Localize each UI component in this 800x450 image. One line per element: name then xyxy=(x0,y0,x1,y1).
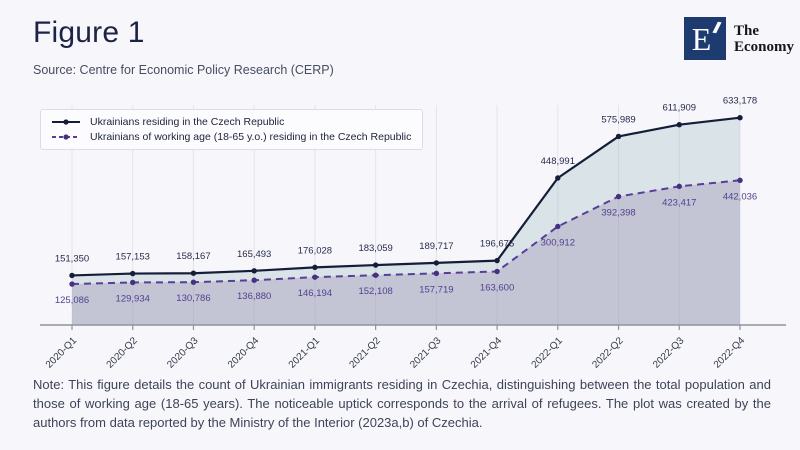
data-point xyxy=(69,273,74,278)
legend-label-working-age: Ukrainians of working age (18-65 y.o.) residing in the Czech Republic xyxy=(90,131,412,143)
data-point xyxy=(677,122,682,127)
x-tick-label: 2022-Q1 xyxy=(529,335,565,371)
data-label: 158,167 xyxy=(176,251,211,263)
data-point xyxy=(616,134,621,139)
data-label: 189,717 xyxy=(419,240,454,252)
page-title: Figure 1 xyxy=(33,16,145,49)
data-point xyxy=(251,277,256,282)
legend-item-working-age xyxy=(50,131,411,143)
data-label: 300,912 xyxy=(540,237,575,249)
logo-wordmark xyxy=(734,23,794,55)
data-point xyxy=(312,274,317,279)
x-tick-label: 2021-Q3 xyxy=(408,335,444,371)
x-tick-label: 2020-Q1 xyxy=(43,335,80,371)
legend-item-total xyxy=(50,116,411,128)
data-label: 163,600 xyxy=(479,282,515,294)
data-label: 151,350 xyxy=(54,253,90,265)
legend-label-total: Ukrainians residing in the Czech Republic xyxy=(90,116,285,128)
working-age-area-fill xyxy=(72,180,740,325)
legend-marker-solid xyxy=(50,117,82,127)
data-label: 423,417 xyxy=(662,197,697,209)
data-point xyxy=(737,178,742,183)
data-label: 152,108 xyxy=(358,286,393,298)
x-tick-label: 2020-Q3 xyxy=(165,335,201,371)
data-label: 136,880 xyxy=(237,291,272,303)
data-point xyxy=(312,265,317,270)
x-tick-label: 2022-Q3 xyxy=(651,335,687,371)
data-label: 392,398 xyxy=(601,207,636,219)
data-label: 183,059 xyxy=(358,243,393,255)
data-label: 157,719 xyxy=(419,284,454,296)
x-tick-label: 2020-Q2 xyxy=(104,335,140,371)
logo-word-line1: The xyxy=(734,23,760,39)
data-label: 165,493 xyxy=(237,248,272,260)
data-point xyxy=(677,184,682,189)
data-label: 129,934 xyxy=(115,293,150,305)
x-tick-label: 2021-Q1 xyxy=(286,335,323,371)
data-label: 130,786 xyxy=(176,293,211,305)
data-label: 196,675 xyxy=(479,238,515,250)
source-caption: Source: Centre for Economic Policy Research (CERP) xyxy=(33,63,334,77)
data-point xyxy=(555,224,560,229)
data-label: 157,153 xyxy=(115,251,150,263)
data-point xyxy=(434,260,439,265)
chart-legend xyxy=(40,109,423,150)
data-point xyxy=(191,271,196,276)
x-tick-label: 2022-Q4 xyxy=(711,335,748,371)
data-label: 448,991 xyxy=(540,156,575,168)
data-label: 176,028 xyxy=(297,245,333,257)
data-point xyxy=(373,273,378,278)
logo-square xyxy=(684,17,726,60)
data-point xyxy=(494,269,499,274)
data-label: 611,909 xyxy=(662,102,697,114)
x-tick-label: 2022-Q2 xyxy=(590,335,626,371)
x-tick-label: 2020-Q4 xyxy=(226,335,262,371)
data-point xyxy=(494,258,499,263)
data-label: 633,178 xyxy=(722,95,758,107)
data-point xyxy=(251,268,256,273)
the-economy-logo xyxy=(684,17,794,61)
data-label: 575,989 xyxy=(601,114,636,126)
data-point xyxy=(191,279,196,284)
data-label: 125,086 xyxy=(54,295,90,307)
data-point xyxy=(434,271,439,276)
data-point xyxy=(737,115,742,120)
data-point xyxy=(555,175,560,180)
data-label: 442,036 xyxy=(722,191,758,203)
figure-note: Note: This figure details the count of Ukrainian immigrants residing in Czechia, distinguishing between the total population and those of working age (18-65 years). The noticeable uptick corresponds to the arrival of refugees. The plot was created by the authors from data reported by the Ministry of the Interior (2023a,b) of Czechia. xyxy=(33,377,771,430)
logo-word-line2: Economy xyxy=(734,39,794,55)
data-point xyxy=(616,194,621,199)
data-label: 146,194 xyxy=(297,288,333,300)
data-point xyxy=(130,271,135,276)
logo-letter: E xyxy=(691,20,712,57)
data-point xyxy=(130,280,135,285)
x-tick-label: 2021-Q2 xyxy=(347,335,383,371)
data-point xyxy=(373,262,378,267)
data-point xyxy=(69,281,74,286)
legend-marker-dashed xyxy=(50,132,82,142)
x-tick-label: 2021-Q4 xyxy=(468,335,505,371)
